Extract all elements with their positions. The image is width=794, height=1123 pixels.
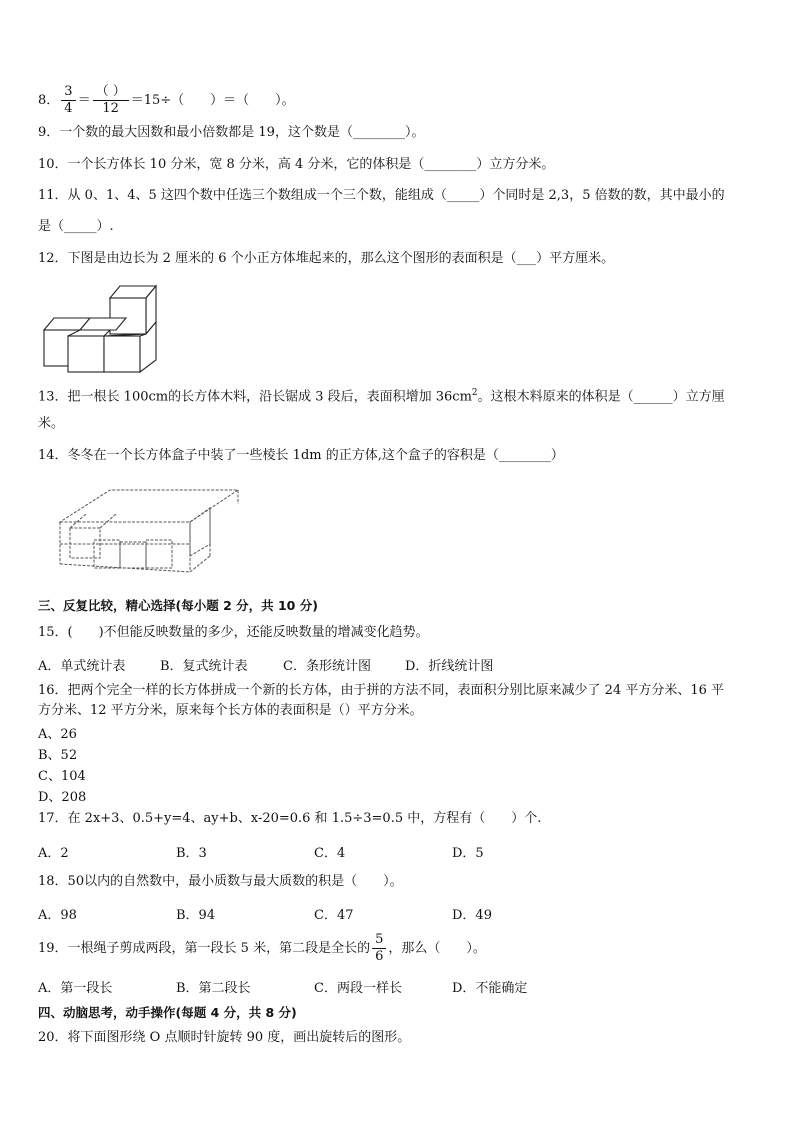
- fraction-3-4: $\frac{3}{4}$: [61, 84, 75, 117]
- q18-option-d: D．49: [452, 908, 492, 923]
- fraction-5-6: $\frac{5}{6}$: [372, 932, 386, 965]
- q17-option-c: C．4: [314, 846, 346, 861]
- question-15: 15．( )不但能反映数量的多少，还能反映数量的增减变化趋势。: [38, 625, 429, 640]
- q19-option-b: B．第二段长: [176, 981, 251, 996]
- question-12: 12．下图是由边长为 2 厘米的 6 个小正方体堆起来的，那么这个图形的表面积是（___）平方厘米。: [38, 251, 615, 266]
- q19-option-d: D．不能确定: [452, 981, 528, 996]
- q17-option-b: B．3: [176, 846, 207, 861]
- question-16-line2: 方分米、12 平方分米，原来每个长方体的表面积是（）平方分米。: [38, 703, 423, 718]
- q19-option-a: A．第一段长: [38, 981, 113, 996]
- q16-option-c: C、104: [38, 769, 86, 784]
- q19-option-c: C．两段一样长: [314, 981, 402, 996]
- question-16-line1: 16．把两个完全一样的长方体拼成一个新的长方体，由于拼的方法不同，表面积分别比原来减少了 24 平方分米、16 平: [38, 683, 725, 698]
- q15-option-a: A．单式统计表: [38, 659, 126, 674]
- question-11-line1: 11．从 0、1、4、5 这四个数中任选三个数组成一个三个数，能组成（_____）个同时是 2,3，5 倍数的数，其中最小的: [38, 188, 725, 203]
- question-8: 8． $\frac{3}{4}$ ＝ $\frac{( )}{12}$ ＝15÷（ ）＝（ ）。: [38, 84, 295, 116]
- q18-option-a: A．98: [38, 908, 77, 923]
- question-19: 19．一根绳子剪成两段，第一段长 5 米，第二段是全长的 $\frac{5}{6}$ ，那么（ ）。: [38, 932, 486, 964]
- section-4-heading: 四、动脑思考，动手操作(每题 4 分，共 8 分): [38, 1005, 297, 1020]
- question-11-line2: 是（_____）.: [38, 219, 114, 234]
- question-18: 18．50以内的自然数中，最小质数与最大质数的积是（ ）。: [38, 874, 403, 889]
- q15-option-b: B．复式统计表: [160, 659, 248, 674]
- section-3-heading: 三、反复比较，精心选择(每小题 2 分，共 10 分): [38, 598, 318, 613]
- question-10: 10．一个长方体长 10 分米，宽 8 分米，高 4 分米，它的体积是（________）立方分米。: [38, 157, 555, 172]
- fraction-blank-12: $\frac{( )}{12}$: [93, 84, 129, 117]
- question-13-line1: 13．把一根长 100cm的长方体木料，沿长锯成 3 段后，表面积增加 $36cm^2$。这根木料原来的体积是（______）立方厘: [38, 388, 725, 405]
- question-20: 20．将下面图形绕 O 点顺时针旋转 90 度，画出旋转后的图形。: [38, 1030, 411, 1045]
- question-14: 14．冬冬在一个长方体盒子中装了一些棱长 1dm 的正方体,这个盒子的容积是（________）: [38, 448, 564, 463]
- q15-option-c: C．条形统计图: [283, 659, 371, 674]
- q16-option-a: A、26: [38, 727, 77, 742]
- cube-stack-figure: [40, 280, 170, 375]
- q18-option-b: B．94: [176, 908, 216, 923]
- q15-option-d: D．折线统计图: [405, 659, 494, 674]
- q16-option-b: B、52: [38, 748, 78, 763]
- q17-option-a: A．2: [38, 846, 69, 861]
- question-17: 17．在 2x+3、0.5+y=4、ay+b、x-20=0.6 和 1.5÷3=0.5 中，方程有（ ）个.: [38, 811, 542, 826]
- q16-option-d: D、208: [38, 790, 87, 805]
- question-9: 9．一个数的最大因数和最小倍数都是 19，这个数是（________）。: [38, 125, 425, 140]
- box-with-cubes-figure: [50, 484, 250, 576]
- question-13-line2: 米。: [38, 416, 65, 431]
- q17-option-d: D．5: [452, 846, 484, 861]
- q18-option-c: C．47: [314, 908, 354, 923]
